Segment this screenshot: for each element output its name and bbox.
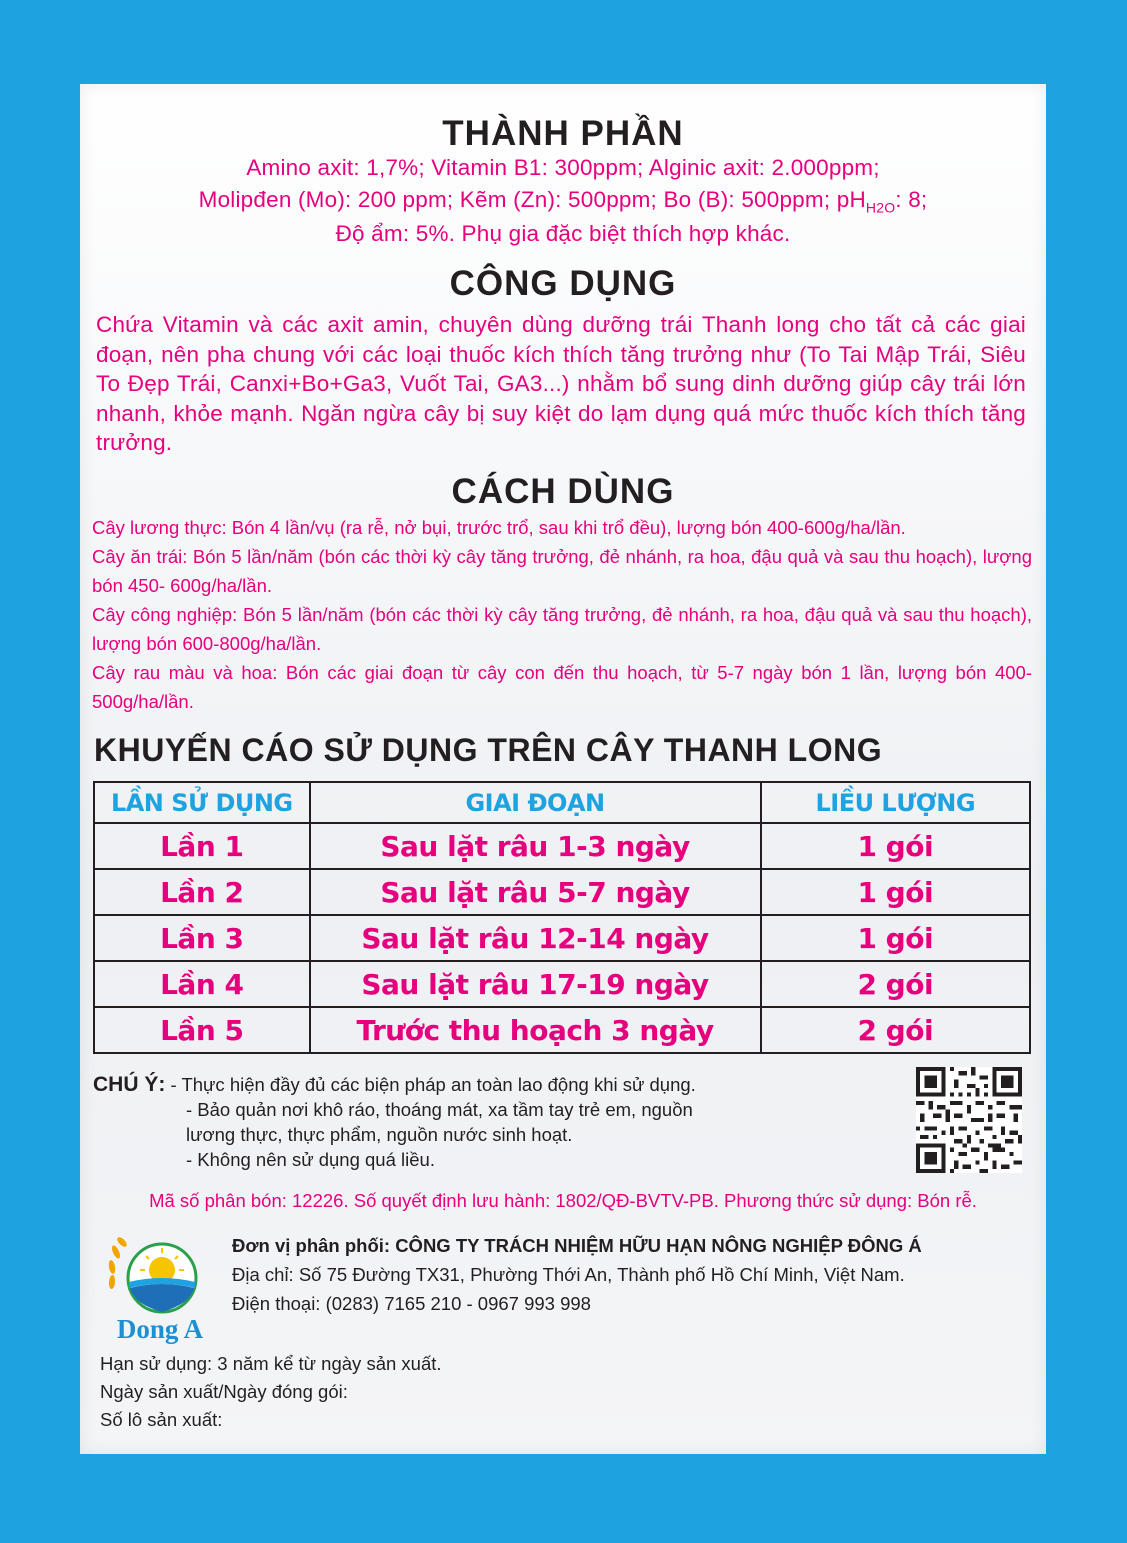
label-panel xyxy=(80,84,1046,1454)
cell-lan: Lần 3 xyxy=(94,915,310,961)
cong-dung-paragraph: Chứa Vitamin và các axit amin, chuyên dùng dưỡng trái Thanh long cho tất cả các giai đoạn, nên pha chung với các loại thuốc kích thích tăng trưởng như (To Tai Mập Trái, Siêu To Đẹp Trái, Canxi+Bo+Ga3, Vuốt Tai, GA3...) nhằm bổ sung dinh dưỡng giúp cây trái lớn nhanh, khỏe mạnh. Ngăn ngừa cây bị suy kiệt do lạm dụng quá mức thuốc kích thích tăng trưởng. xyxy=(96,312,1026,455)
table-header-row xyxy=(94,782,1030,823)
cach-dung-title: CÁCH DÙNG xyxy=(451,472,675,511)
khuyen-cao-title: KHUYẾN CÁO SỬ DỤNG TRÊN CÂY THANH LONG xyxy=(94,732,883,768)
thanh-phan-line-2-pre: Molipđen (Mo): 200 ppm; Kẽm (Zn): 500ppm; Bo (B): 500ppm; pH xyxy=(198,187,866,212)
table-row xyxy=(94,961,1030,1007)
cell-giai-doan: Sau lặt râu 1-3 ngày xyxy=(310,823,761,869)
ph-subscript: H2O xyxy=(865,199,896,216)
cell-lan: Lần 2 xyxy=(94,869,310,915)
chu-y-line-1 xyxy=(93,1072,853,1097)
table-row xyxy=(94,1007,1030,1053)
header-lan-su-dung: LẦN SỬ DỤNG xyxy=(94,782,310,823)
dosage-table xyxy=(93,781,1031,1054)
cong-dung-text xyxy=(96,310,1026,458)
cell-lieu-luong: 2 gói xyxy=(761,961,1031,1007)
logo-text: Dong A xyxy=(116,1314,204,1344)
cell-lan: Lần 5 xyxy=(94,1007,310,1053)
cell-lieu-luong: 1 gói xyxy=(761,869,1031,915)
header-giai-doan: GIAI ĐOẠN xyxy=(310,782,761,823)
expiry-line: Hạn sử dụng: 3 năm kể từ ngày sản xuất. xyxy=(100,1353,442,1374)
cach-dung-item: Cây công nghiệp: Bón 5 lần/năm (bón các thời kỳ cây tăng trưởng, đẻ nhánh, ra hoa, đậu quả và sau thu hoạch), lượng bón 600-800g/ha/lần. xyxy=(92,604,1032,654)
cell-lieu-luong: 2 gói xyxy=(761,1007,1031,1053)
thanh-phan-line-2-post: : 8; xyxy=(895,187,928,212)
cong-dung-title: CÔNG DỤNG xyxy=(449,264,677,303)
table-row xyxy=(94,869,1030,915)
product-info xyxy=(100,1350,800,1434)
thanh-phan-line-2 xyxy=(80,187,1046,216)
cell-lieu-luong: 1 gói xyxy=(761,915,1031,961)
qr-code-icon xyxy=(916,1067,1022,1173)
distributor-line: Đơn vị phân phối: CÔNG TY TRÁCH NHIỆM HỮU HẠN NÔNG NGHIỆP ĐÔNG Á xyxy=(232,1235,922,1256)
cach-dung-item: Cây ăn trái: Bón 5 lần/năm (bón các thời kỳ cây tăng trưởng, đẻ nhánh, ra hoa, đậu quả và sau thu hoạch), lượng bón 450- 600g/ha/lần. xyxy=(92,546,1032,596)
chu-y-line-4: - Không nên sử dụng quá liều. xyxy=(186,1149,435,1170)
thanh-phan-line-1: Amino axit: 1,7%; Vitamin B1: 300ppm; Alginic axit: 2.000ppm; xyxy=(246,155,880,180)
cell-lan: Lần 4 xyxy=(94,961,310,1007)
lot-line: Số lô sản xuất: xyxy=(100,1409,223,1430)
cell-giai-doan: Sau lặt râu 12-14 ngày xyxy=(310,915,761,961)
company-info xyxy=(232,1231,1032,1318)
cell-lan: Lần 1 xyxy=(94,823,310,869)
cell-giai-doan: Sau lặt râu 17-19 ngày xyxy=(310,961,761,1007)
header-lieu-luong: LIỀU LƯỢNG xyxy=(761,782,1031,823)
registration-info: Mã số phân bón: 12226. Số quyết định lưu hành: 1802/QĐ-BVTV-PB. Phương thức sử dụng: Bón rễ. xyxy=(149,1190,977,1211)
address-line: Địa chỉ: Số 75 Đường TX31, Phường Thới An, Thành phố Hồ Chí Minh, Việt Nam. xyxy=(232,1264,905,1285)
chu-y-text-1: - Thực hiện đầy đủ các biện pháp an toàn lao động khi sử dụng. xyxy=(165,1074,696,1095)
phone-line: Điện thoại: (0283) 7165 210 - 0967 993 998 xyxy=(232,1293,591,1314)
cach-dung-item: Cây rau màu và hoa: Bón các giai đoạn từ cây con đến thu hoạch, từ 5-7 ngày bón 1 lần, lượng bón 400-500g/ha/lần. xyxy=(92,662,1032,712)
table-row xyxy=(94,915,1030,961)
cell-giai-doan: Sau lặt râu 5-7 ngày xyxy=(310,869,761,915)
dong-a-logo xyxy=(102,1222,218,1344)
cach-dung-list xyxy=(92,513,1032,716)
cell-giai-doan: Trước thu hoạch 3 ngày xyxy=(310,1007,761,1053)
cell-lieu-luong: 1 gói xyxy=(761,823,1031,869)
chu-y-label: CHÚ Ý: xyxy=(93,1073,166,1096)
chu-y-line-3: lương thực, thực phẩm, nguồn nước sinh hoạt. xyxy=(186,1124,573,1145)
chu-y-line-2: - Bảo quản nơi khô ráo, thoáng mát, xa tầm tay trẻ em, nguồn xyxy=(186,1099,693,1120)
mfg-date-line: Ngày sản xuất/Ngày đóng gói: xyxy=(100,1381,348,1402)
cach-dung-item: Cây lương thực: Bón 4 lần/vụ (ra rễ, nở bụi, trước trổ, sau khi trổ đều), lượng bón 400-600g/ha/lần. xyxy=(92,517,906,538)
chu-y-block xyxy=(93,1072,853,1172)
thanh-phan-line-3: Độ ẩm: 5%. Phụ gia đặc biệt thích hợp khác. xyxy=(335,221,791,246)
table-row xyxy=(94,823,1030,869)
thanh-phan-title: THÀNH PHẦN xyxy=(442,114,684,153)
